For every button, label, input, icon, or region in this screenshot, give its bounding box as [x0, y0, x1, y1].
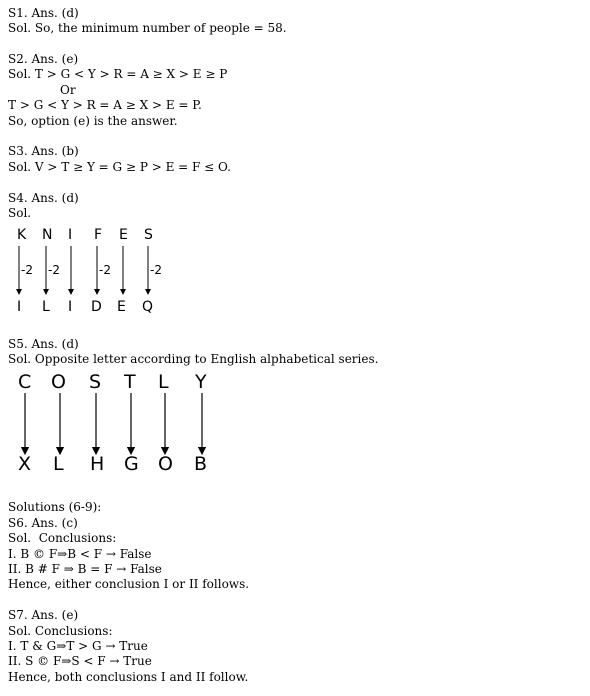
s4-shift-label: -2	[150, 263, 162, 277]
s4-bottom-letter: L	[42, 299, 50, 315]
s5-top-letter: Y	[195, 371, 207, 393]
s4-top-letter: K	[17, 227, 27, 243]
s2-solution: Sol. T > G < Y > R = A ≥ X > E ≥ P	[8, 67, 228, 81]
s5-letter-diagram	[8, 367, 218, 477]
s1-answer: S1. Ans. (d)	[8, 6, 79, 20]
s5-bottom-letter: O	[158, 453, 173, 475]
s5-bottom-letter: X	[18, 453, 32, 475]
s4-shift-label: -2	[99, 263, 111, 277]
s7-conclusion-2: II. S © F⇒S < F → True	[8, 654, 152, 668]
s2-answer: S2. Ans. (e)	[8, 52, 79, 66]
s7-conclusion-1: I. T & G⇒T > G → True	[8, 639, 148, 653]
s2-conclusion: So, option (e) is the answer.	[8, 114, 178, 128]
s4-top-letter: E	[119, 227, 128, 243]
s5-bottom-letter: H	[90, 453, 105, 475]
s4-top-letter: I	[68, 227, 73, 243]
s1-solution: Sol. So, the minimum number of people = 58.	[8, 21, 287, 35]
s4-shift-label: -2	[21, 263, 33, 277]
s7-final: Hence, both conclusions I and II follow.	[8, 670, 249, 684]
s6-conclusion-2: II. B # F ⇒ B = F → False	[8, 562, 162, 576]
s5-answer: S5. Ans. (d)	[8, 337, 79, 351]
s5-solution: Sol. Opposite letter according to English alphabetical series.	[8, 352, 379, 366]
s4-top-letter: F	[94, 227, 103, 243]
s5-top-letter: C	[18, 371, 32, 393]
s2-line2: T > G < Y > R = A ≥ X > E = P.	[8, 98, 202, 112]
s5-top-letter: O	[51, 371, 66, 393]
s4-bottom-letter: D	[91, 299, 102, 315]
s4-top-letter: N	[42, 227, 53, 243]
s4-bottom-letter: I	[68, 299, 73, 315]
s5-top-letter: L	[158, 371, 169, 393]
s4-bottom-letter: I	[17, 299, 22, 315]
s6-answer: S6. Ans. (c)	[8, 516, 78, 530]
s4-solution: Sol.	[8, 206, 32, 220]
s5-top-letter: T	[124, 371, 136, 393]
s6-conclusion-1: I. B © F⇒B < F → False	[8, 547, 152, 561]
s4-bottom-letter: E	[117, 299, 126, 315]
s6-solution: Sol. Conclusions:	[8, 531, 117, 545]
s7-solution: Sol. Conclusions:	[8, 624, 113, 638]
s4-shift-label: -2	[48, 263, 60, 277]
s4-answer: S4. Ans. (d)	[8, 191, 79, 205]
s6-final: Hence, either conclusion I or II follows.	[8, 577, 250, 591]
s5-bottom-letter: B	[194, 453, 208, 475]
s5-top-letter: S	[89, 371, 102, 393]
s5-bottom-letter: G	[124, 453, 139, 475]
s3-solution: Sol. V > T ≥ Y = G ≥ P > E = F ≤ O.	[8, 160, 231, 174]
s2-or: Or	[60, 83, 76, 97]
s4-bottom-letter: Q	[142, 299, 154, 315]
s4-letter-diagram	[8, 222, 178, 318]
solutions-6-9-heading: Solutions (6-9):	[8, 500, 102, 514]
s4-top-letter: S	[144, 227, 153, 243]
s5-bottom-letter: L	[53, 453, 64, 475]
s3-answer: S3. Ans. (b)	[8, 144, 79, 158]
s7-answer: S7. Ans. (e)	[8, 608, 79, 622]
